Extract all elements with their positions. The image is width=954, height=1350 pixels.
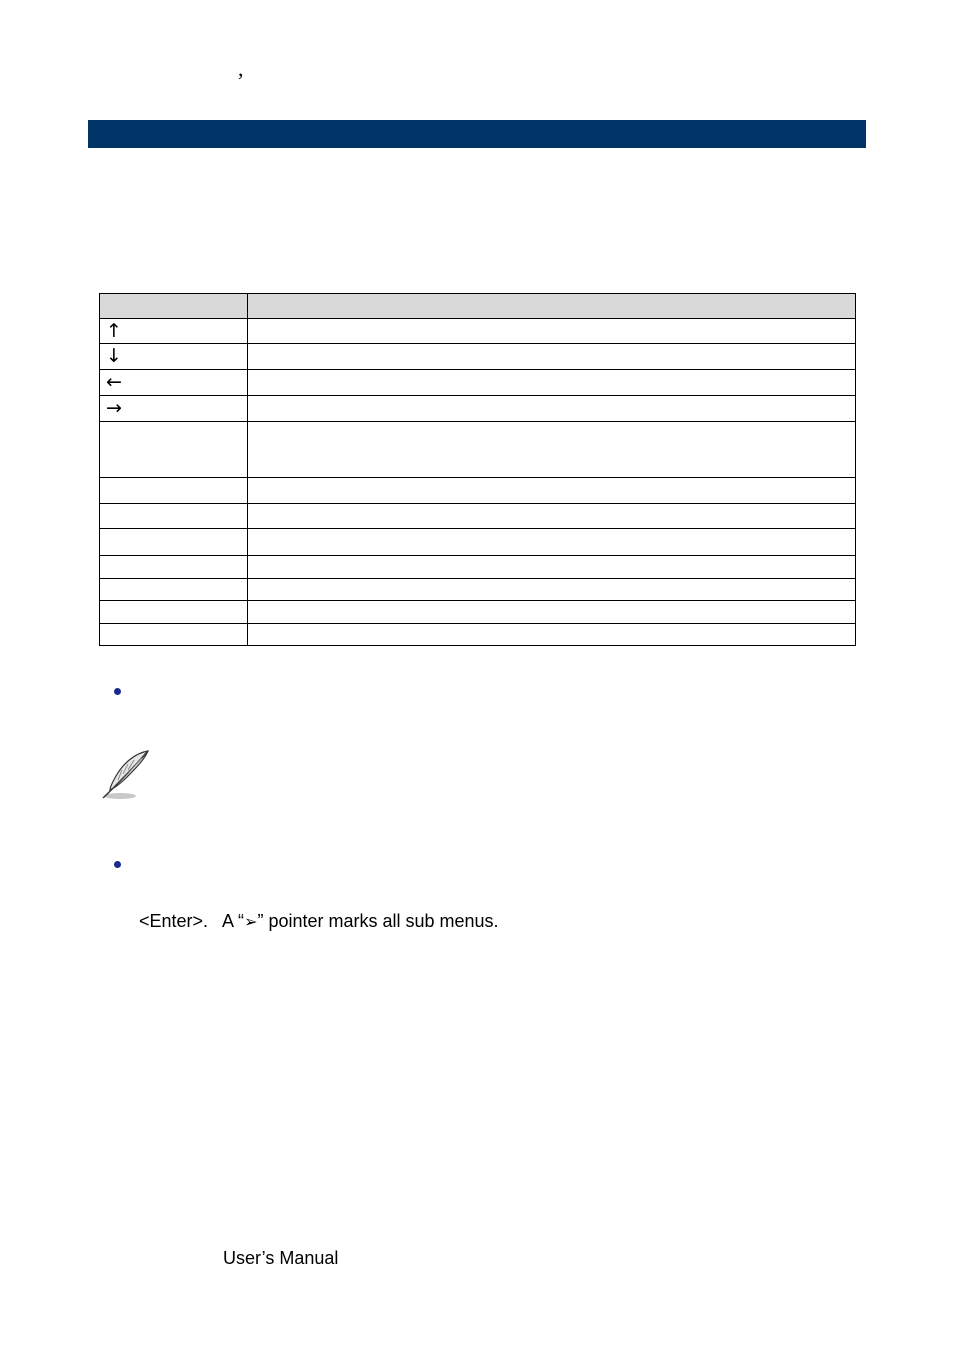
table-header-key bbox=[100, 294, 248, 319]
table-row bbox=[100, 579, 856, 601]
table-row bbox=[100, 478, 856, 504]
table-row bbox=[100, 370, 856, 396]
table-row bbox=[100, 529, 856, 556]
table-cell-key bbox=[100, 556, 248, 579]
table-header-function bbox=[248, 294, 856, 319]
table-cell-function bbox=[248, 478, 856, 504]
table-cell-function bbox=[248, 579, 856, 601]
arrow-up-icon: ↑ bbox=[100, 319, 248, 344]
table-row bbox=[100, 344, 856, 370]
table-cell-function bbox=[248, 504, 856, 529]
key-function-table bbox=[99, 293, 856, 646]
table-cell-function bbox=[248, 556, 856, 579]
table-row bbox=[100, 319, 856, 344]
table-cell-key bbox=[100, 529, 248, 556]
table-cell-function bbox=[248, 319, 856, 344]
header-comma: , bbox=[238, 56, 244, 81]
pointer-arrow-icon: ➢ bbox=[244, 912, 258, 931]
table-cell-function bbox=[248, 601, 856, 624]
table-cell-function bbox=[248, 370, 856, 396]
table-row bbox=[100, 556, 856, 579]
arrow-left-icon: ← bbox=[100, 370, 248, 396]
table-cell-key bbox=[100, 601, 248, 624]
bullet-point bbox=[114, 861, 121, 868]
table-cell-key bbox=[100, 579, 248, 601]
table-cell-function bbox=[248, 344, 856, 370]
table-cell-key bbox=[100, 624, 248, 646]
table-row bbox=[100, 504, 856, 529]
table-cell-key bbox=[100, 478, 248, 504]
table-cell-function bbox=[248, 396, 856, 422]
table-row bbox=[100, 422, 856, 478]
arrow-down-icon: ↓ bbox=[100, 344, 248, 370]
arrow-right-icon: → bbox=[100, 396, 248, 422]
feather-quill-icon bbox=[98, 748, 154, 802]
table-cell-function bbox=[248, 624, 856, 646]
table-cell-function bbox=[248, 529, 856, 556]
table-row bbox=[100, 601, 856, 624]
pointer-suffix-text: ” pointer marks all sub menus. bbox=[257, 911, 499, 931]
table-row bbox=[100, 396, 856, 422]
bullet-point bbox=[114, 688, 121, 695]
table-cell-function bbox=[248, 422, 856, 478]
table-row bbox=[100, 624, 856, 646]
table-header-row bbox=[100, 294, 856, 319]
submenu-pointer-sentence bbox=[139, 910, 499, 933]
enter-key-text: <Enter>. bbox=[139, 911, 209, 931]
footer-manual-label: User’s Manual bbox=[223, 1248, 339, 1268]
table-cell-key bbox=[100, 504, 248, 529]
pointer-prefix-text: A “ bbox=[222, 911, 245, 931]
table-cell-key bbox=[100, 422, 248, 478]
section-title-bar bbox=[88, 120, 866, 148]
